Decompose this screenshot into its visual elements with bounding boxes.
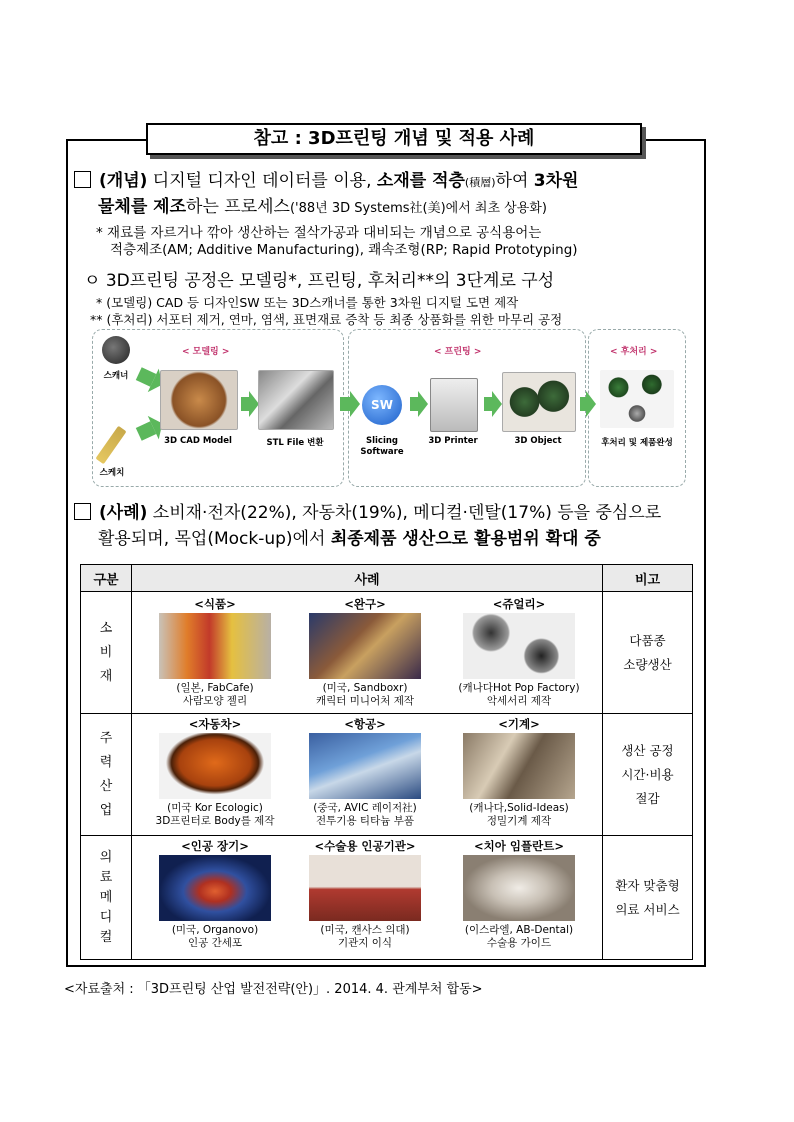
jewelry-image xyxy=(463,613,575,679)
source-citation: <자료출처 : 「3D프린팅 산업 발전전략(안)」. 2014. 4. 관계부처 합동> xyxy=(64,982,483,997)
stage-label-modeling: < 모델링 > xyxy=(182,347,230,357)
cases-cell xyxy=(132,592,603,714)
category-char: 비 xyxy=(99,644,113,660)
category-char: 산 xyxy=(99,778,113,794)
case-label: <쥬얼리> xyxy=(492,597,546,611)
toy-figure-image xyxy=(309,613,421,679)
category-char: 주 xyxy=(99,730,113,746)
concept-hanja: (積層) xyxy=(464,176,496,189)
concept-emphasis-2: 3차원 xyxy=(533,171,579,191)
case-label: <식품> xyxy=(194,597,236,611)
note-line: 절감 xyxy=(635,790,660,806)
table-row xyxy=(81,592,693,714)
arrow-icon xyxy=(410,397,418,411)
concept-text-2: 하여 xyxy=(495,171,534,191)
case-desc: 전투기용 티타늄 부품 xyxy=(316,815,414,827)
case-source: (미국, 캔사스 의대) xyxy=(320,924,410,936)
checkbox-square-icon xyxy=(74,503,91,520)
3d-object-image xyxy=(502,372,576,432)
process-note-1: * (모델링) CAD 등 디자인SW 또는 3D스캐너를 통한 3차원 디지털 도면 제작 xyxy=(96,295,519,310)
note-line: 다품종 xyxy=(629,632,666,648)
category-char: 의 xyxy=(99,849,113,865)
concept-emphasis-3: 물체를 제조 xyxy=(98,197,187,217)
case-label: <인공 장기> xyxy=(181,839,249,853)
arrow-icon xyxy=(241,397,249,411)
case-source: (캐나다Hot Pop Factory) xyxy=(458,682,580,694)
object-label: 3D Object xyxy=(514,436,562,446)
category-char: 디 xyxy=(99,909,113,925)
cases-cell xyxy=(132,714,603,836)
note-cell xyxy=(603,714,693,836)
process-note-2: ** (후처리) 서포터 제거, 연마, 염색, 표면재료 증착 등 최종 상품화를 위한 마무리 공정 xyxy=(90,312,563,327)
note-line: 의료 서비스 xyxy=(615,901,680,917)
note-cell xyxy=(603,836,693,960)
note-line: 생산 공정 xyxy=(621,742,674,758)
stl-label: STL File 변환 xyxy=(266,438,324,448)
note-line: 소량생산 xyxy=(623,656,672,672)
category-char: 컬 xyxy=(99,929,113,945)
stage-label-printing: < 프린팅 > xyxy=(434,347,482,357)
category-char: 업 xyxy=(99,802,113,818)
category-char: 재 xyxy=(99,668,113,684)
table-row xyxy=(81,714,693,836)
aerospace-part-image xyxy=(309,733,421,799)
case-item xyxy=(300,598,430,708)
case-source: (일본, FabCafe) xyxy=(176,682,254,694)
case-item xyxy=(150,718,280,828)
cases-table xyxy=(80,564,693,960)
concept-line-2 xyxy=(98,192,547,217)
case-item xyxy=(150,598,280,708)
category-cell xyxy=(81,714,132,836)
case-item xyxy=(452,598,586,708)
table-header-row xyxy=(81,565,693,592)
cases-text: 소비재·전자(22%), 자동차(19%), 메디컬·덴탈(17%) 등을 중심으로 xyxy=(147,503,662,523)
case-item xyxy=(300,840,430,950)
car-image xyxy=(159,733,271,799)
cases-line-1 xyxy=(74,498,661,523)
artificial-organ-image xyxy=(159,855,271,921)
case-label: <자동차> xyxy=(188,717,242,731)
cases-line-2 xyxy=(98,524,601,549)
category-cell xyxy=(81,836,132,960)
case-label: <항공> xyxy=(344,717,386,731)
post-processing-image xyxy=(600,370,674,428)
category-char: 메 xyxy=(99,889,113,905)
category-cell xyxy=(81,592,132,714)
case-label: <기계> xyxy=(498,717,540,731)
scanner-icon xyxy=(102,336,130,364)
case-source: (이스라엘, AB-Dental) xyxy=(464,924,574,936)
col-header-cases: 사례 xyxy=(132,565,603,592)
cases-emphasis: 최종제품 생산으로 활용범위 확대 중 xyxy=(330,529,601,549)
cases-text-2: 활용되며, 목업(Mock-up)에서 xyxy=(98,529,331,549)
concept-history: ('88년 3D Systems社(美)에서 최초 상용화) xyxy=(289,201,547,216)
concept-note-2: 적층제조(AM; Additive Manufacturing), 쾌속조형(RP; Rapid Prototyping) xyxy=(110,242,578,258)
concept-note-1: * 재료를 자르거나 깎아 생산하는 절삭가공과 대비되는 개념으로 공식용어는 xyxy=(96,225,542,241)
case-desc: 사람모양 젤리 xyxy=(182,695,248,707)
scanner-label: 스캐너 xyxy=(103,371,129,381)
case-item xyxy=(452,718,586,828)
machine-image xyxy=(463,733,575,799)
concept-text-3: 하는 프로세스 xyxy=(186,197,290,217)
col-header-category: 구분 xyxy=(81,565,132,592)
case-item xyxy=(150,840,280,950)
case-source: (캐나다,Solid-Ideas) xyxy=(469,802,569,814)
col-header-note: 비고 xyxy=(603,565,693,592)
concept-emphasis: 소재를 적층 xyxy=(376,171,465,191)
case-desc: 기관지 이식 xyxy=(337,937,393,949)
printer-label: 3D Printer xyxy=(428,436,478,446)
stl-file-image xyxy=(258,370,334,430)
case-label: <완구> xyxy=(344,597,386,611)
case-item xyxy=(300,718,430,828)
case-source: (중국, AVIC 레이저社) xyxy=(313,802,417,814)
case-desc: 3D프린터로 Body를 제작 xyxy=(155,815,275,827)
cad-model-image xyxy=(160,370,238,430)
arrow-icon xyxy=(340,397,350,411)
case-item xyxy=(452,840,586,950)
slicing-label-2: Software xyxy=(360,447,404,457)
case-desc: 악세서리 제작 xyxy=(486,695,552,707)
case-source: (미국, Organovo) xyxy=(171,924,259,936)
cases-heading: (사례) xyxy=(99,503,148,523)
note-line: 환자 맞춤형 xyxy=(615,877,680,893)
case-desc: 인공 간세포 xyxy=(187,937,243,949)
surgical-implant-image xyxy=(309,855,421,921)
checkbox-square-icon xyxy=(74,171,91,188)
arrow-icon xyxy=(484,397,492,411)
food-jelly-image xyxy=(159,613,271,679)
case-source: (미국 Kor Ecologic) xyxy=(167,802,263,814)
case-desc: 정밀기계 제작 xyxy=(486,815,552,827)
post-label: 후처리 및 제품완성 xyxy=(601,438,673,448)
category-char: 료 xyxy=(99,869,113,885)
case-label: <치아 임플란트> xyxy=(474,839,564,853)
dental-implant-image xyxy=(463,855,575,921)
slicing-label-1: Slicing xyxy=(365,436,399,446)
note-line: 시간·비용 xyxy=(621,766,674,782)
3d-printer-image xyxy=(430,378,478,432)
case-desc: 수술용 가이드 xyxy=(486,937,552,949)
sketch-label: 스케치 xyxy=(99,468,125,478)
case-label: <수술용 인공기관> xyxy=(314,839,416,853)
concept-line-1 xyxy=(74,166,578,191)
cases-cell xyxy=(132,836,603,960)
cad-label: 3D CAD Model xyxy=(164,436,232,446)
note-cell xyxy=(603,592,693,714)
category-char: 력 xyxy=(99,754,113,770)
case-source: (미국, Sandboxr) xyxy=(322,682,408,694)
category-char: 소 xyxy=(99,620,113,636)
concept-text: 디지털 디자인 데이터를 이용, xyxy=(147,171,377,191)
arrow-icon xyxy=(580,397,586,411)
table-row xyxy=(81,836,693,960)
concept-heading: (개념) xyxy=(99,171,148,191)
page-title: 참고 : 3D프린팅 개념 및 적용 사례 xyxy=(146,123,642,155)
case-desc: 캐릭터 미니어처 제작 xyxy=(316,695,414,707)
process-line: ㅇ 3D프린팅 공정은 모델링*, 프린팅, 후처리**의 3단계로 구성 xyxy=(84,271,555,291)
slicing-software-icon: SW xyxy=(362,385,402,425)
stage-label-post: < 후처리 > xyxy=(610,347,658,357)
